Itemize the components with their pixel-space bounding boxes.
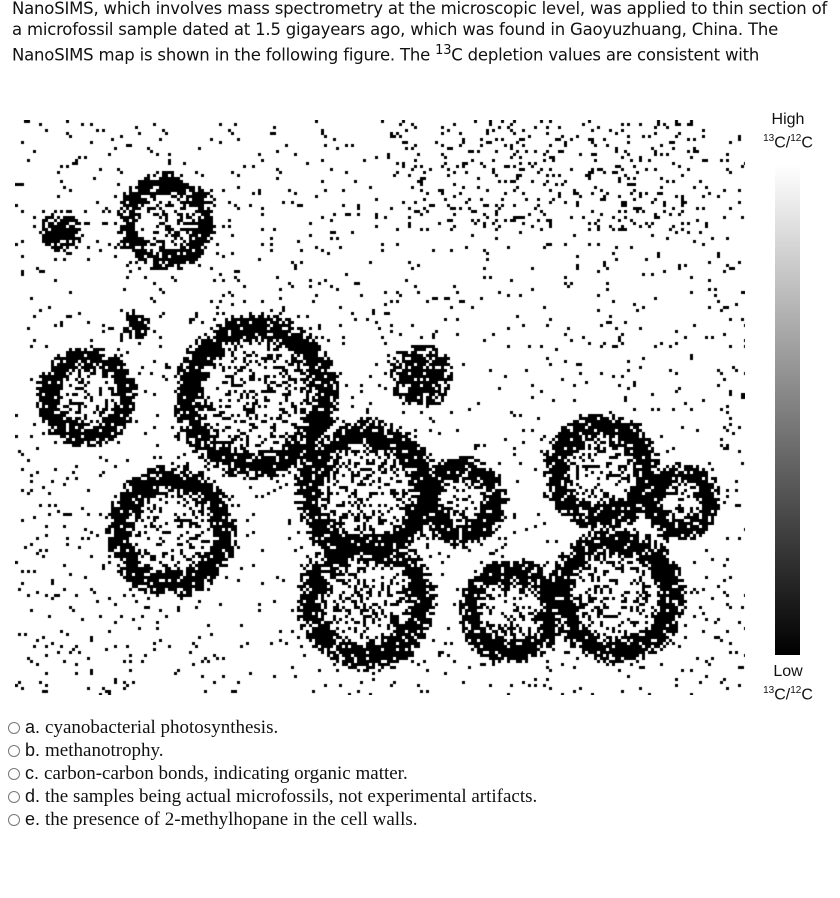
radio-button[interactable] — [8, 768, 20, 780]
option-e[interactable] — [8, 808, 537, 831]
option-text: carbon-carbon bonds, indicating organic matter. — [44, 763, 408, 784]
ratio-sup: 12 — [790, 133, 802, 144]
ratio-label-high — [748, 129, 828, 152]
ratio-sup: 13 — [763, 133, 775, 144]
option-a[interactable] — [8, 716, 537, 739]
ratio-text: C/ — [774, 686, 791, 704]
option-c[interactable] — [8, 762, 537, 785]
ratio-sup: 13 — [763, 685, 775, 696]
question-text — [12, 0, 840, 66]
high-label: High — [771, 111, 805, 128]
question-text-main: NanoSIMS, which involves mass spectrometry at the microscopic level, was applied to thin section of a microfossil sample dated at 1.5 gigayears ago, which was found in Gaoyuzhuang, China. The NanoSIMS map is shown in the following figure. The — [12, 0, 828, 65]
radio-button[interactable] — [8, 791, 20, 803]
ratio-text: C — [801, 134, 813, 152]
colorbar-high-label — [748, 110, 828, 152]
option-letter: b. — [25, 740, 41, 760]
option-d[interactable] — [8, 785, 537, 808]
option-text: methanotrophy. — [45, 740, 164, 761]
radio-button[interactable] — [8, 745, 20, 757]
nanosims-map-image — [15, 120, 745, 695]
radio-button[interactable] — [8, 722, 20, 734]
option-text: the presence of 2-methylhopane in the cell walls. — [45, 809, 418, 830]
question-text-end: C depletion values are consistent with — [451, 45, 760, 65]
low-label: Low — [773, 663, 803, 680]
radio-button[interactable] — [8, 814, 20, 826]
ratio-text: C/ — [774, 134, 791, 152]
ratio-label-low — [748, 681, 828, 704]
question-superscript: 13 — [435, 43, 452, 58]
colorbar-low-label — [748, 662, 828, 704]
option-text: cyanobacterial photosynthesis. — [45, 717, 279, 738]
colorbar — [775, 165, 800, 655]
ratio-text: C — [801, 686, 813, 704]
ratio-sup: 12 — [790, 685, 802, 696]
option-letter: e. — [25, 809, 41, 829]
answer-options — [8, 716, 537, 831]
option-letter: a. — [25, 717, 41, 737]
option-b[interactable] — [8, 739, 537, 762]
option-text: the samples being actual microfossils, not experimental artifacts. — [45, 786, 538, 807]
option-letter: d. — [25, 786, 41, 806]
option-letter: c. — [25, 763, 40, 783]
